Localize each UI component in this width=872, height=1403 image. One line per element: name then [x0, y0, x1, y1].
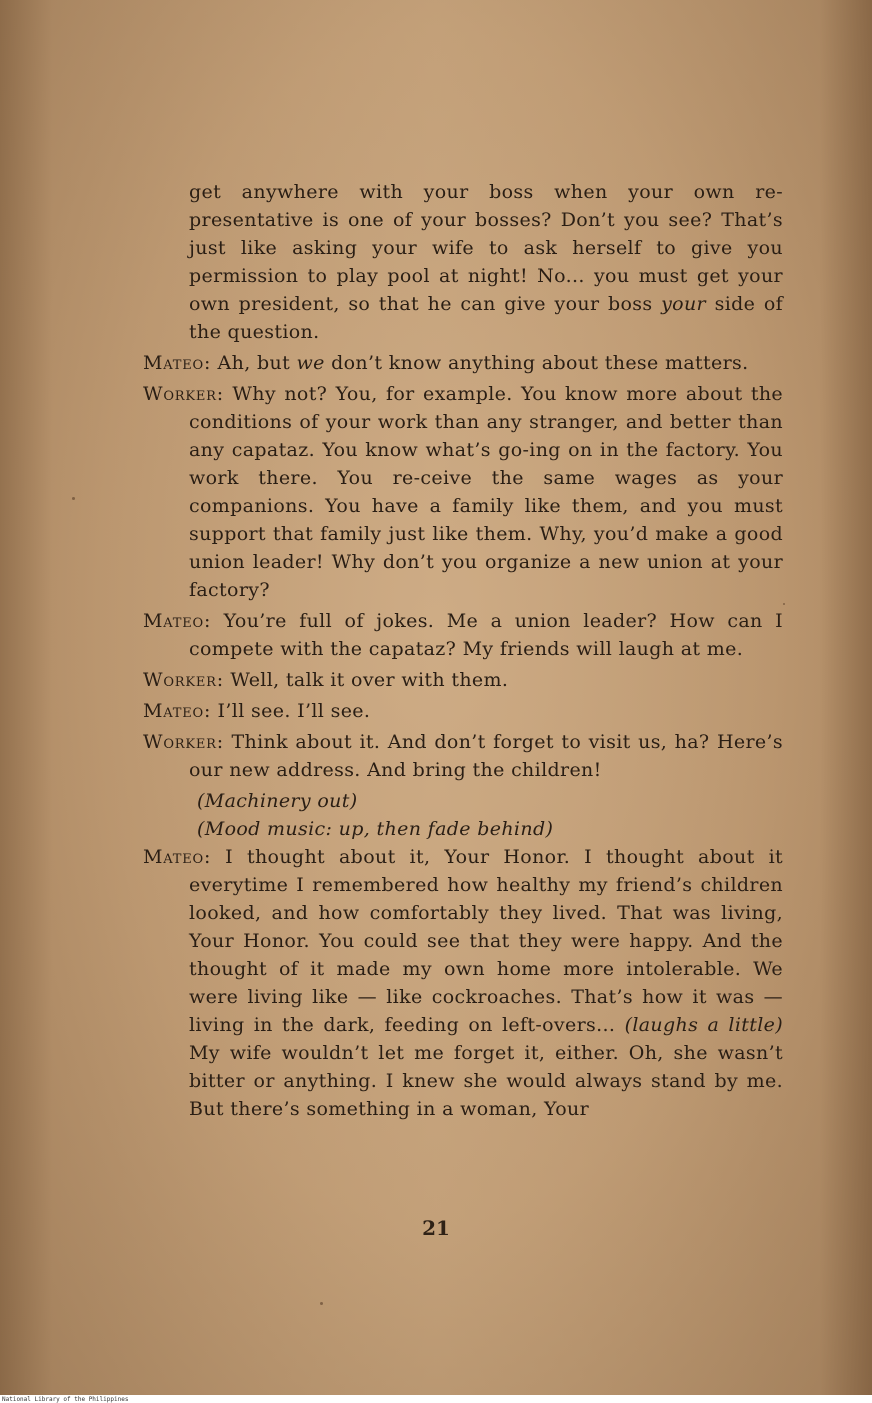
dialogue-paragraph: [143, 843, 783, 1123]
text-run: My wife wouldn’t let me forget it, either. Oh, she wasn’t bitter or anything. I knew she would always stand by me. But there’s something in a woman, Your: [189, 1042, 783, 1120]
text-run: (Machinery out): [197, 790, 358, 812]
dialogue-paragraph: [143, 728, 783, 784]
text-run: Ah, but: [211, 352, 297, 374]
speaker-name: Worker:: [143, 383, 224, 405]
paper-speck: [320, 1302, 323, 1305]
speaker-name: Mateo:: [143, 846, 212, 868]
paper-speck: [783, 603, 785, 605]
dialogue-paragraph: [143, 666, 783, 694]
text-run: Why not? You, for example. You know more about the conditions of your work than any stranger, and better than any capataz. You know what’s go-ing on in the factory. You work there. You re-ceive the same wages as your companions. You have a family like them, and you must support that family just like them. Why, you’d make a good union leader! Why don’t you organize a new union at your factory?: [189, 383, 783, 601]
continuation-paragraph: [143, 178, 783, 346]
page-number: 21: [422, 1216, 450, 1240]
text-run: Well, talk it over with them.: [223, 669, 509, 691]
stage-direction: [143, 787, 783, 815]
speaker-name: Worker:: [143, 731, 224, 753]
text-run: get anywhere with your boss when your own re-presentative is one of your bosses? Don’t you see? That’s just like asking your wife to ask herself to give you permission to play pool at night! No... you must get your own president, so that he can give your boss: [189, 181, 783, 315]
dialogue-paragraph: [143, 607, 783, 663]
dialogue-paragraph: [143, 697, 783, 725]
footer-credit: National Library of the Philippines: [2, 1396, 129, 1403]
script-text: [143, 178, 783, 1126]
paper-speck: [72, 497, 75, 500]
dialogue-paragraph: [143, 380, 783, 604]
italic-text: we: [296, 352, 325, 374]
speaker-name: Mateo:: [143, 700, 212, 722]
text-run: I’ll see. I’ll see.: [211, 700, 371, 722]
text-run: (Mood music: up, then fade behind): [197, 818, 554, 840]
dialogue-paragraph: [143, 349, 783, 377]
text-run: I thought about it, Your Honor. I thought about it everytime I remembered how healthy my friend’s children looked, and how comfortably they lived. That was living, Your Honor. You could see that they were happy. And the thought of it made my own home more intolerable. We were living like — like cockroaches. That’s how it was — living in the dark, feeding on left-overs...: [189, 846, 783, 1036]
italic-text: (laughs a little): [624, 1014, 783, 1036]
stage-direction: [143, 815, 783, 843]
speaker-name: Mateo:: [143, 352, 212, 374]
text-run: Think about it. And don’t forget to visit us, ha? Here’s our new address. And bring the children!: [189, 731, 783, 781]
footer-strip: [0, 1395, 872, 1403]
italic-text: your: [661, 293, 706, 315]
text-run: don’t know anything about these matters.: [324, 352, 749, 374]
speaker-name: Worker:: [143, 669, 224, 691]
speaker-name: Mateo:: [143, 610, 212, 632]
text-run: side of the question.: [189, 293, 784, 343]
text-run: You’re full of jokes. Me a union leader? How can I compete with the capataz? My friends will laugh at me.: [189, 610, 783, 660]
